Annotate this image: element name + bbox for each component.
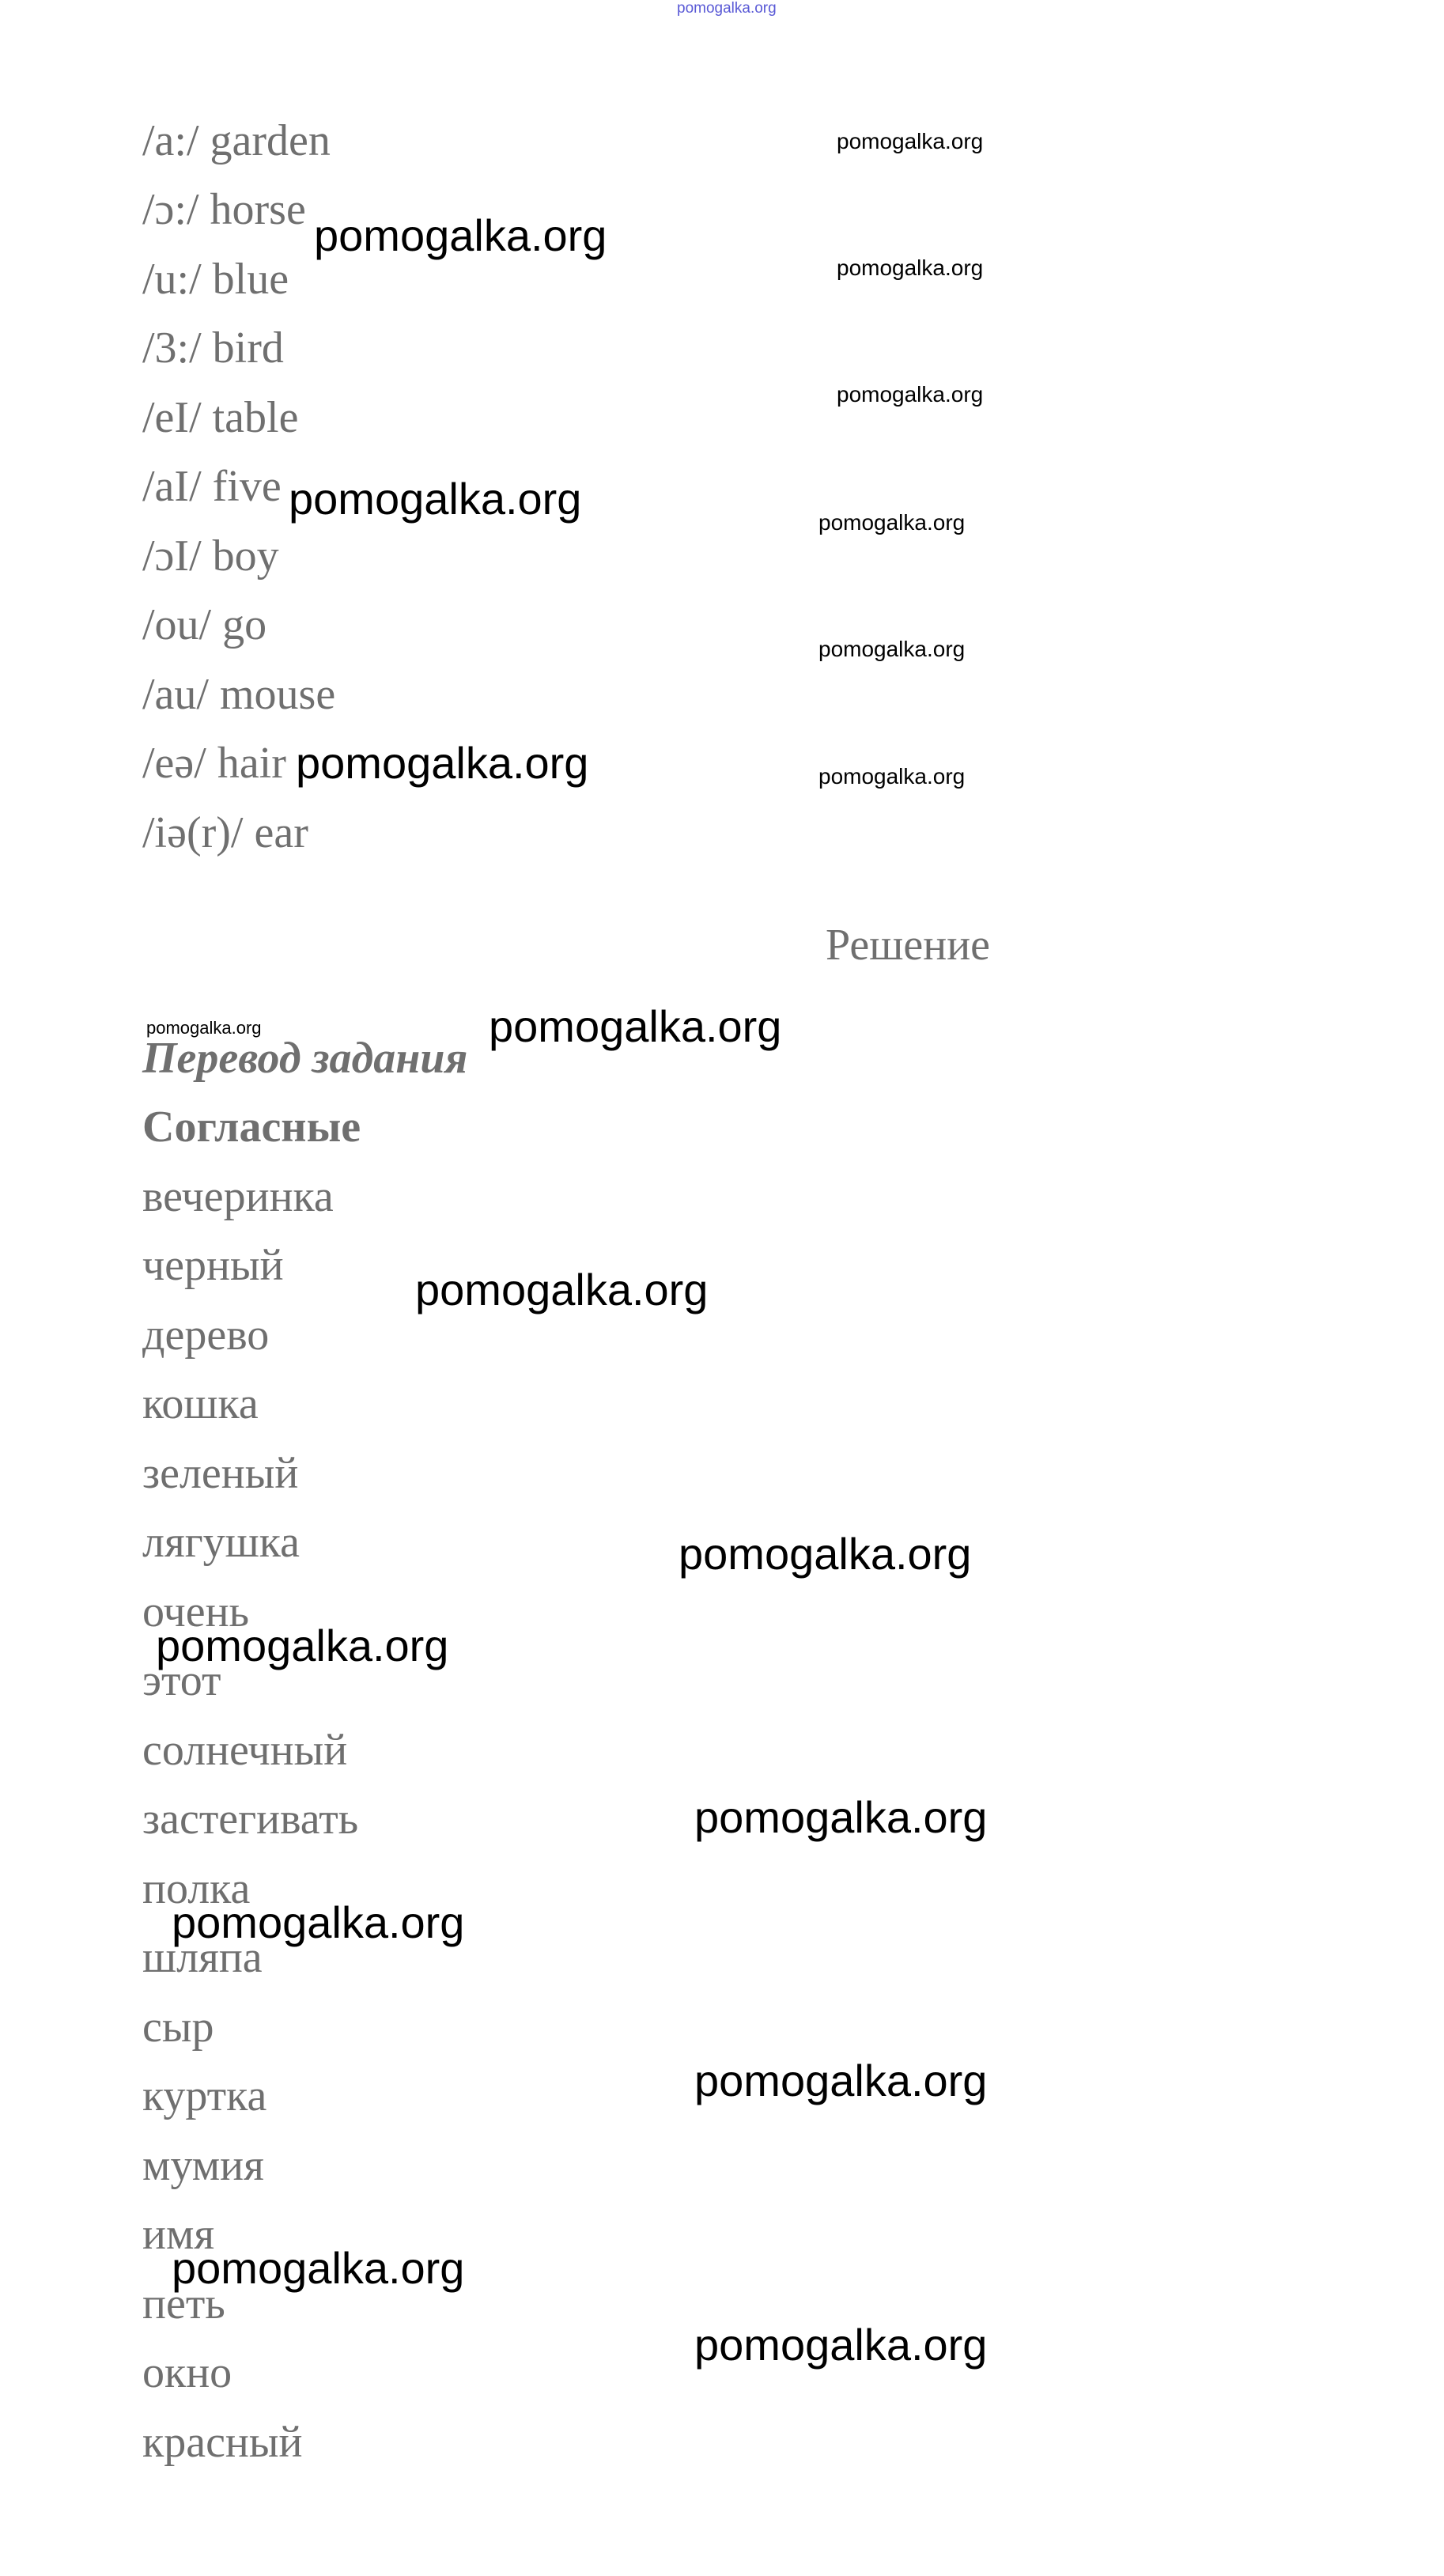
phonetic-line: /iə(r)/ ear bbox=[142, 808, 308, 857]
word-item: сыр bbox=[142, 2003, 214, 2052]
word-item: вечеринка bbox=[142, 1172, 334, 1221]
watermark: pomogalka.org bbox=[146, 1018, 262, 1038]
watermark: pomogalka.org bbox=[172, 2243, 465, 2293]
watermark: pomogalka.org bbox=[296, 738, 589, 788]
consonants-heading: Согласные bbox=[142, 1103, 361, 1152]
watermark: pomogalka.org bbox=[837, 382, 984, 407]
watermark: pomogalka.org bbox=[818, 637, 966, 661]
word-item: мумия bbox=[142, 2141, 264, 2190]
word-item: застегивать bbox=[142, 1795, 359, 1844]
watermark: pomogalka.org bbox=[172, 1897, 465, 1947]
watermark: pomogalka.org bbox=[314, 210, 607, 260]
top-site-link[interactable]: pomogalka.org bbox=[677, 0, 777, 17]
word-item: имя bbox=[142, 2210, 215, 2259]
watermark: pomogalka.org bbox=[679, 1529, 972, 1579]
watermark: pomogalka.org bbox=[694, 2056, 988, 2105]
phonetic-line: /u:/ blue bbox=[142, 255, 289, 304]
watermark: pomogalka.org bbox=[818, 764, 966, 789]
solution-label: Решение bbox=[826, 921, 991, 970]
phonetic-line: /eə/ hair bbox=[142, 739, 286, 788]
phonetic-line: /ou/ go bbox=[142, 600, 267, 649]
translation-heading: Перевод задания bbox=[142, 1034, 468, 1083]
word-item: куртка bbox=[142, 2071, 267, 2120]
watermark: pomogalka.org bbox=[415, 1265, 709, 1314]
word-item: солнечный bbox=[142, 1726, 348, 1775]
word-item: петь bbox=[142, 2279, 225, 2328]
watermark: pomogalka.org bbox=[837, 255, 984, 280]
phonetic-line: /ɔ:/ horse bbox=[142, 185, 306, 234]
watermark: pomogalka.org bbox=[694, 1792, 988, 1842]
watermark: pomogalka.org bbox=[818, 510, 966, 535]
watermark: pomogalka.org bbox=[489, 1001, 782, 1051]
word-item: очень bbox=[142, 1587, 250, 1636]
word-item: дерево bbox=[142, 1311, 270, 1360]
word-item: полка bbox=[142, 1864, 251, 1913]
word-item: этот bbox=[142, 1656, 221, 1705]
watermark: pomogalka.org bbox=[289, 474, 582, 524]
word-item: красный bbox=[142, 2418, 303, 2467]
watermark: pomogalka.org bbox=[694, 2320, 988, 2370]
phonetic-line: /au/ mouse bbox=[142, 670, 336, 719]
phonetic-line: /eI/ table bbox=[142, 393, 299, 442]
phonetic-line: /3:/ bird bbox=[142, 323, 284, 373]
phonetic-line: /ɔI/ boy bbox=[142, 531, 279, 581]
phonetic-line: /a:/ garden bbox=[142, 116, 331, 165]
word-item: шляпа bbox=[142, 1933, 263, 1982]
watermark: pomogalka.org bbox=[156, 1621, 449, 1670]
word-item: зеленый bbox=[142, 1449, 299, 1498]
watermark: pomogalka.org bbox=[837, 129, 984, 153]
word-item: лягушка bbox=[142, 1518, 301, 1567]
word-item: кошка bbox=[142, 1379, 259, 1428]
word-item: черный bbox=[142, 1241, 284, 1290]
word-item: окно bbox=[142, 2348, 232, 2397]
phonetic-line: /aI/ five bbox=[142, 462, 282, 511]
